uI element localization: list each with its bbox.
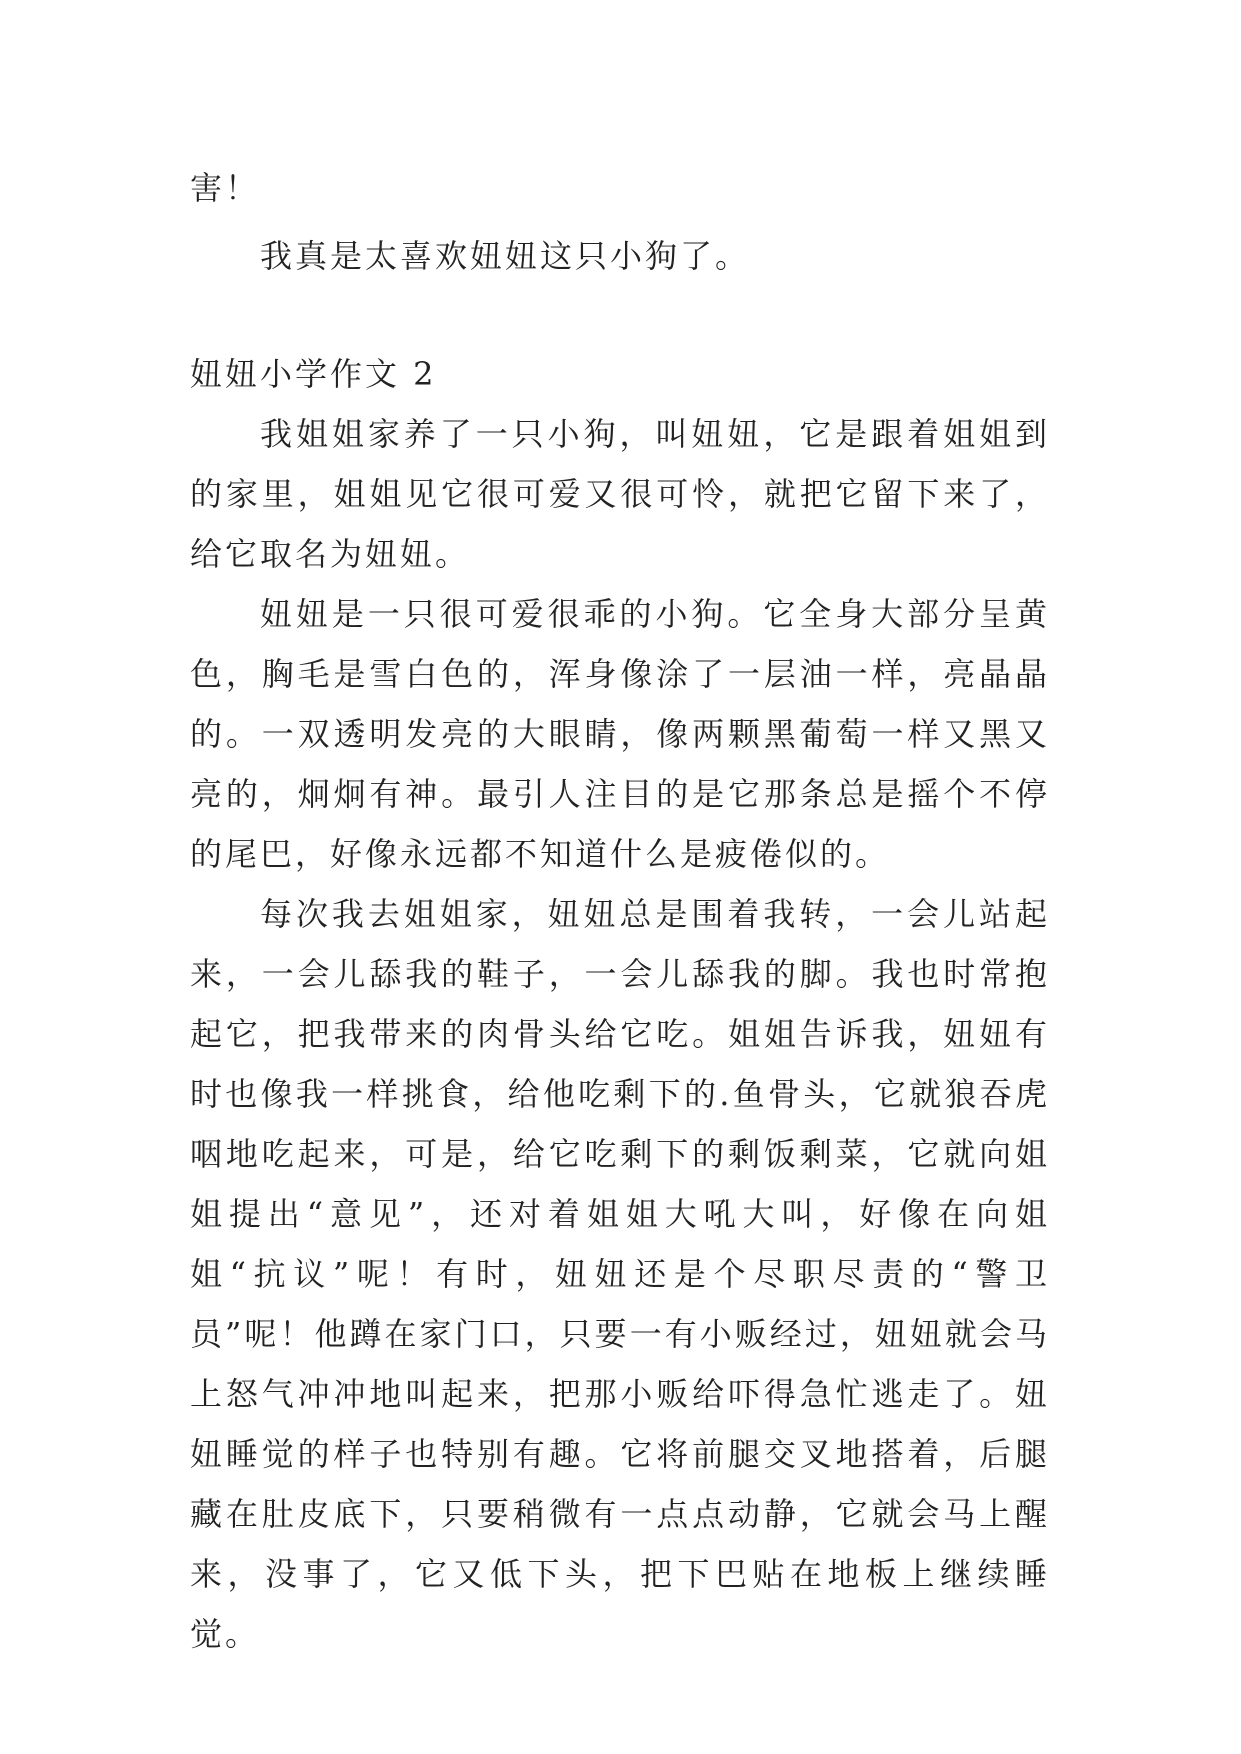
section-title: 妞妞小学作文 2 — [190, 355, 437, 393]
paragraph-intro: 我姐姐家养了一只小狗，叫妞妞，它是跟着姐姐到的家里，姐姐见它很可爱又很可怜，就把它留下来了，给它取名为妞妞。 — [190, 415, 1050, 573]
essay-body — [190, 158, 1050, 1664]
paragraph-behavior: 每次我去姐姐家，妞妞总是围着我转，一会儿站起来，一会儿舔我的鞋子，一会儿舔我的脚。我也时常抱起它，把我带来的肉骨头给它吃。姐姐告诉我，妞妞有时也像我一样挑食，给他吃剩下的.鱼骨头，它就狼吞虎咽地吃起来，可是，给它吃剩下的剩饭剩菜，它就向姐姐提出“意见”，还对着姐姐大吼大叫，好像在向姐姐“抗议”呢！有时，妞妞还是个尽职尽责的“警卫员”呢！他蹲在家门口，只要一有小贩经过，妞妞就会马上怒气冲冲地叫起来，把那小贩给吓得急忙逃走了。妞妞睡觉的样子也特别有趣。它将前腿交叉地搭着，后腿藏在肚皮底下，只要稍微有一点点动静，它就会马上醒来，没事了，它又低下头，把下巴贴在地板上继续睡觉。 — [190, 895, 1050, 1653]
closing-sentence: 我真是太喜欢妞妞这只小狗了。 — [260, 237, 751, 275]
continuation-line: 害！ — [190, 169, 261, 207]
paragraph-appearance: 妞妞是一只很可爱很乖的小狗。它全身大部分呈黄色，胸毛是雪白色的，浑身像涂了一层油一样，亮晶晶的。一双透明发亮的大眼睛，像两颗黑葡萄一样又黑又亮的，炯炯有神。最引人注目的是它那条总是摇个不停的尾巴，好像永远都不知道什么是疲倦似的。 — [190, 595, 1050, 873]
